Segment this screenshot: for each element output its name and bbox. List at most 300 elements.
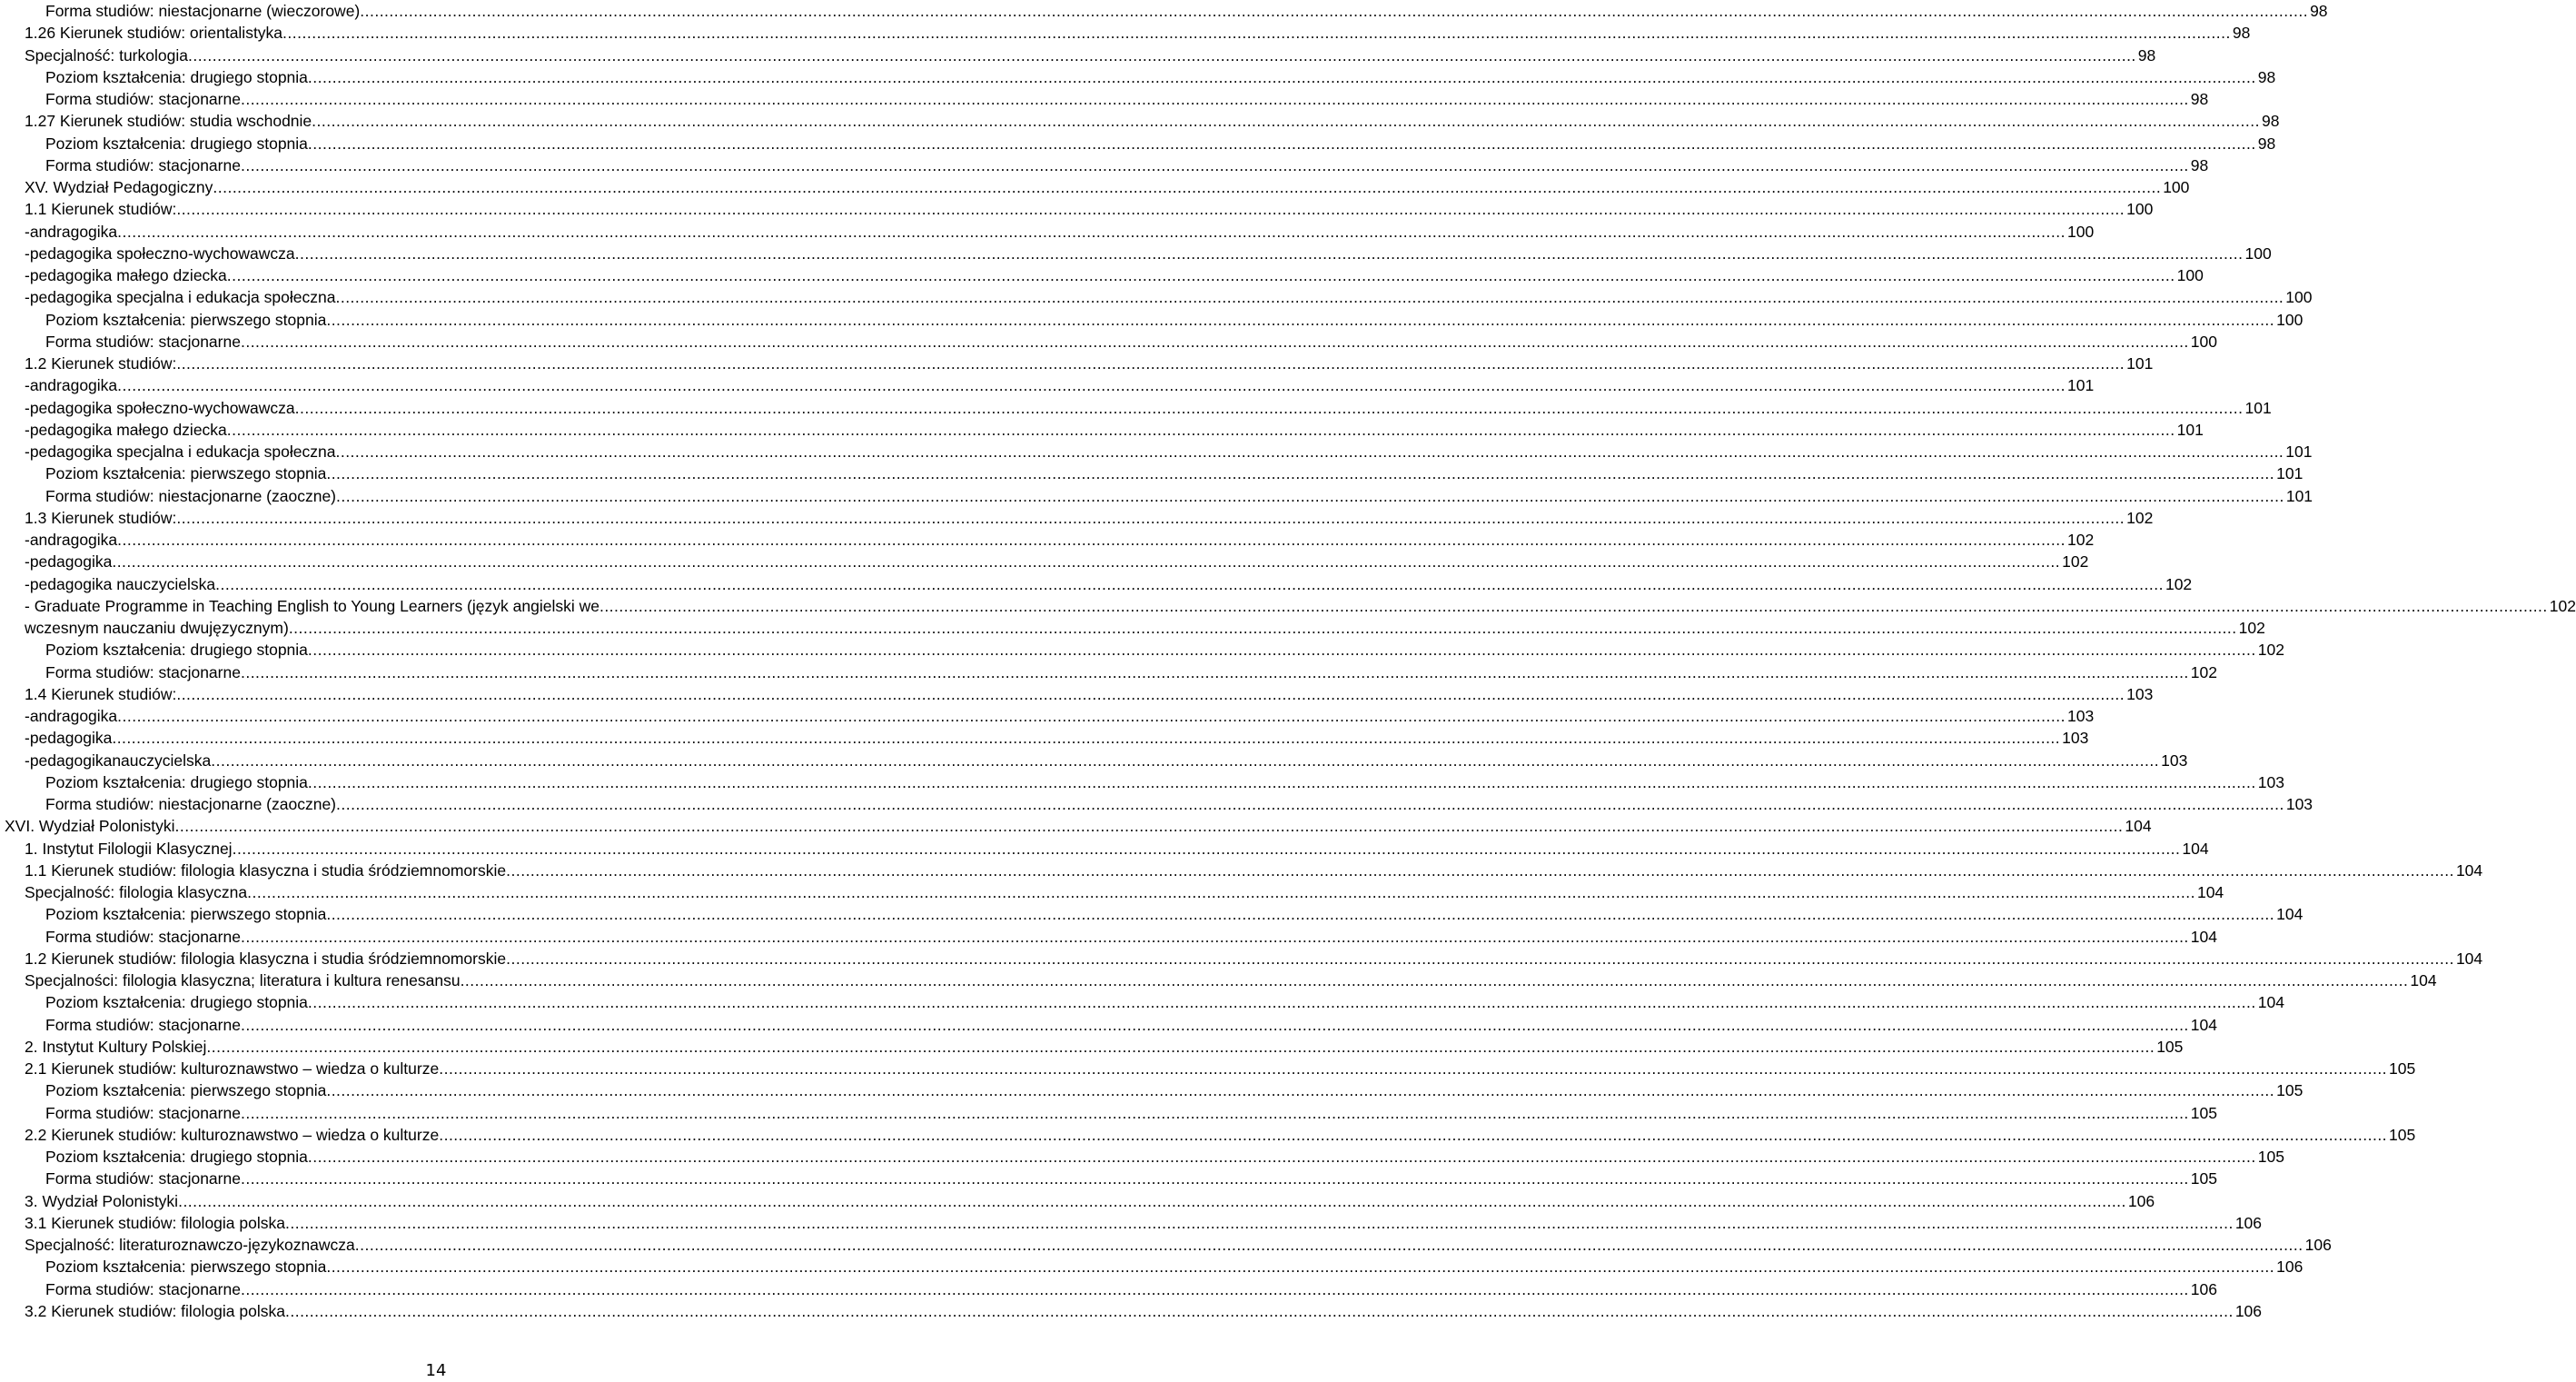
toc-entry-line — [45, 1256, 2304, 1278]
toc-entry-page: 105 — [2190, 1169, 2217, 1188]
toc-dot-leader: ................................................................................................................................................................................................................................................................................................................................................................................................................ — [240, 1169, 2189, 1188]
toc-entry-label: -pedagogikanauczycielska — [25, 751, 212, 770]
toc-entry-page: 100 — [2176, 266, 2204, 284]
toc-entry-page: 98 — [2257, 134, 2276, 153]
toc-entry-line — [25, 264, 2204, 286]
toc-entry-label: -pedagogika nauczycielska — [25, 574, 216, 593]
toc-entry-page: 105 — [2190, 1103, 2217, 1122]
toc-entry-label: -andragogika — [25, 376, 118, 395]
toc-dot-leader: ................................................................................................................................................................................................................................................................................................................................................................................................................ — [307, 772, 2256, 791]
toc-dot-leader: ................................................................................................................................................................................................................................................................................................................................................................................................................ — [247, 883, 2195, 901]
toc-dot-leader: ................................................................................................................................................................................................................................................................................................................................................................................................................ — [176, 508, 2125, 527]
toc-entry[interactable] — [0, 441, 2313, 462]
toc-entry-label: 3.1 Kierunek studiów: filologia polska — [25, 1213, 285, 1232]
toc-dot-leader: ................................................................................................................................................................................................................................................................................................................................................................................................................ — [360, 2, 2309, 20]
toc-dot-leader: ................................................................................................................................................................................................................................................................................................................................................................................................................ — [506, 949, 2454, 968]
toc-entry-label: Poziom kształcenia: pierwszego stopnia — [45, 310, 327, 329]
toc-entry-page: 98 — [2310, 2, 2328, 20]
toc-entry[interactable] — [0, 45, 2156, 66]
toc-entry-line — [25, 750, 2188, 771]
toc-entry[interactable] — [0, 88, 2209, 110]
toc-entry-label: -andragogika — [25, 531, 118, 549]
toc-entry[interactable] — [0, 485, 2313, 507]
toc-entry-page: 104 — [2196, 883, 2224, 901]
toc-dot-leader: ................................................................................................................................................................................................................................................................................................................................................................................................................ — [240, 662, 2189, 681]
toc-entry-page: 102 — [2549, 596, 2576, 615]
toc-dot-leader: ................................................................................................................................................................................................................................................................................................................................................................................................................ — [312, 112, 2260, 131]
toc-entry[interactable] — [0, 133, 2276, 154]
toc-entry-label: Specjalności: filologia klasyczna; literatura i kultura renesansu — [25, 971, 461, 989]
toc-dot-leader: ................................................................................................................................................................................................................................................................................................................................................................................................................ — [439, 1059, 2388, 1078]
toc-entry[interactable] — [0, 948, 2483, 969]
toc-entry-label: Forma studiów: stacjonarne — [45, 662, 241, 681]
toc-entry[interactable] — [0, 331, 2217, 353]
toc-entry[interactable] — [0, 243, 2272, 264]
toc-entry-label: Poziom kształcenia: drugiego stopnia — [45, 641, 308, 660]
toc-entry-line — [25, 1124, 2416, 1146]
toc-entry[interactable] — [0, 639, 2284, 661]
toc-entry-line — [45, 1102, 2217, 1124]
toc-entry-line — [25, 198, 2154, 220]
toc-entry-line — [45, 462, 2304, 484]
toc-dot-leader: ................................................................................................................................................................................................................................................................................................................................................................................................................ — [240, 927, 2189, 946]
toc-entry[interactable] — [0, 750, 2188, 771]
toc-entry[interactable] — [0, 617, 2265, 639]
toc-entry-page: 98 — [2190, 90, 2209, 108]
toc-entry-line — [25, 860, 2483, 881]
toc-entry-label: Poziom kształcenia: pierwszego stopnia — [45, 905, 327, 924]
toc-entry-line — [25, 529, 2095, 551]
toc-dot-leader: ................................................................................................................................................................................................................................................................................................................................................................................................................ — [284, 1213, 2234, 1232]
toc-entry-line — [45, 1278, 2217, 1300]
toc-entry-line — [25, 969, 2437, 991]
toc-dot-leader: ................................................................................................................................................................................................................................................................................................................................................................................................................ — [294, 398, 2244, 417]
toc-entry[interactable] — [0, 353, 2154, 374]
toc-dot-leader: ................................................................................................................................................................................................................................................................................................................................................................................................................ — [232, 839, 2181, 858]
toc-entry[interactable] — [0, 1190, 2155, 1212]
toc-entry-line — [25, 881, 2224, 903]
toc-entry-page: 104 — [2455, 860, 2483, 880]
toc-entry-label: -pedagogika społeczno-wychowawcza — [25, 244, 295, 263]
toc-entry[interactable] — [0, 1234, 2332, 1256]
toc-entry[interactable] — [0, 110, 2280, 132]
toc-entry-label: -pedagogika specjalna i edukacja społeczna — [25, 288, 336, 307]
toc-entry-line — [25, 1300, 2263, 1322]
toc-entry-page: 101 — [2285, 486, 2313, 505]
toc-entry-label: Forma studiów: stacjonarne — [45, 1015, 241, 1034]
toc-entry-line — [25, 45, 2156, 66]
toc-entry-page: 103 — [2285, 795, 2313, 813]
toc-entry-page: 105 — [2389, 1125, 2416, 1144]
toc-entry-page: 101 — [2285, 442, 2313, 461]
toc-entry-page: 102 — [2238, 619, 2265, 637]
toc-entry[interactable] — [0, 573, 2193, 595]
toc-entry-page: 106 — [2276, 1258, 2304, 1277]
toc-dot-leader: ................................................................................................................................................................................................................................................................................................................................................................................................................ — [112, 552, 2061, 572]
toc-dot-leader: ................................................................................................................................................................................................................................................................................................................................................................................................................ — [215, 574, 2164, 593]
toc-entry-page: 102 — [2066, 531, 2095, 549]
toc-entry[interactable] — [0, 1102, 2217, 1124]
toc-entry-label: Poziom kształcenia: drugiego stopnia — [45, 67, 308, 86]
toc-dot-leader: ................................................................................................................................................................................................................................................................................................................................................................................................................ — [326, 1081, 2275, 1100]
toc-entry-line — [25, 551, 2089, 572]
toc-dot-leader: ................................................................................................................................................................................................................................................................................................................................................................................................................ — [336, 795, 2284, 813]
toc-entry-label: Poziom kształcenia: pierwszego stopnia — [45, 464, 327, 483]
toc-entry-label: 2.2 Kierunek studiów: kulturoznawstwo – wiedza o kulturze — [25, 1125, 440, 1144]
toc-entry-page: 106 — [2304, 1236, 2332, 1254]
toc-dot-leader: ................................................................................................................................................................................................................................................................................................................................................................................................................ — [326, 464, 2275, 483]
toc-entry-label: 3. Wydział Polonistyki — [25, 1191, 179, 1210]
toc-entry-label: 1.27 Kierunek studiów: studia wschodnie — [25, 112, 312, 131]
toc-entry-line — [45, 639, 2284, 661]
toc-entry-page: 98 — [2137, 45, 2156, 65]
toc-entry-page: 105 — [2156, 1037, 2184, 1056]
toc-entry-line — [45, 1014, 2217, 1036]
toc-entry-page: 105 — [2389, 1059, 2416, 1078]
toc-dot-leader: ................................................................................................................................................................................................................................................................................................................................................................................................................ — [460, 971, 2409, 989]
toc-dot-leader: ................................................................................................................................................................................................................................................................................................................................................................................................................ — [178, 1191, 2126, 1210]
toc-entry[interactable] — [0, 1124, 2416, 1146]
toc-entry-line — [25, 1190, 2155, 1212]
toc-entry-line — [25, 419, 2204, 441]
toc-dot-leader: ................................................................................................................................................................................................................................................................................................................................................................................................................ — [117, 707, 2066, 725]
toc-entry[interactable] — [0, 1014, 2217, 1036]
toc-dot-leader: ................................................................................................................................................................................................................................................................................................................................................................................................................ — [117, 222, 2066, 241]
toc-dot-leader: ................................................................................................................................................................................................................................................................................................................................................................................................................ — [176, 200, 2125, 219]
toc-entry[interactable] — [0, 1168, 2217, 1189]
toc-entry[interactable] — [0, 154, 2209, 176]
toc-entry-page: 106 — [2234, 1301, 2263, 1320]
toc-entry[interactable] — [0, 374, 2095, 396]
toc-entry[interactable] — [0, 529, 2095, 551]
toc-entry-label: 1.1 Kierunek studiów: — [25, 200, 177, 219]
toc-entry-page: 103 — [2257, 772, 2284, 791]
toc-entry-page: 101 — [2176, 420, 2204, 439]
toc-entry-page: 98 — [2232, 24, 2251, 43]
toc-dot-leader: ................................................................................................................................................................................................................................................................................................................................................................................................................ — [294, 244, 2244, 263]
toc-entry-page: 100 — [2190, 332, 2217, 351]
toc-dot-leader: ................................................................................................................................................................................................................................................................................................................................................................................................................ — [226, 420, 2175, 439]
toc-entry-label: Forma studiów: stacjonarne — [45, 1103, 241, 1122]
toc-entry-label: Forma studiów: stacjonarne — [45, 90, 241, 108]
toc-entry-label: Poziom kształcenia: drugiego stopnia — [45, 993, 308, 1012]
toc-entry-page: 98 — [2262, 112, 2280, 131]
toc-entry-line — [45, 1168, 2217, 1189]
toc-entry[interactable] — [0, 1278, 2217, 1300]
toc-dot-leader: ................................................................................................................................................................................................................................................................................................................................................................................................................ — [307, 67, 2256, 86]
toc-entry[interactable] — [0, 860, 2483, 881]
toc-entry-page: 104 — [2410, 971, 2437, 989]
toc-dot-leader: ................................................................................................................................................................................................................................................................................................................................................................................................................ — [335, 442, 2284, 461]
toc-entry-label: 1.2 Kierunek studiów: — [25, 354, 177, 373]
toc-dot-leader: ................................................................................................................................................................................................................................................................................................................................................................................................................ — [240, 1103, 2189, 1122]
toc-entry[interactable] — [0, 1058, 2416, 1079]
toc-entry[interactable] — [0, 462, 2304, 484]
toc-entry-page: 102 — [2190, 662, 2217, 681]
toc-entry-line — [45, 88, 2209, 110]
toc-entry-label: -pedagogika — [25, 552, 113, 572]
toc-entry-label: Poziom kształcenia: pierwszego stopnia — [45, 1081, 327, 1100]
toc-entry-label: 1.26 Kierunek studiów: orientalistyka — [25, 24, 283, 43]
toc-entry[interactable] — [0, 705, 2095, 727]
toc-entry[interactable] — [0, 1146, 2284, 1168]
toc-dot-leader: ................................................................................................................................................................................................................................................................................................................................................................................................................ — [326, 905, 2275, 924]
toc-entry[interactable] — [0, 397, 2272, 419]
toc-entry-line — [45, 66, 2276, 88]
toc-entry-line — [45, 1079, 2304, 1101]
toc-entry[interactable] — [0, 661, 2217, 683]
toc-entry-line — [25, 1212, 2263, 1234]
toc-entry-page: 100 — [2066, 222, 2095, 241]
toc-entry[interactable] — [0, 969, 2437, 991]
toc-dot-leader: ................................................................................................................................................................................................................................................................................................................................................................................................................ — [206, 1037, 2155, 1056]
toc-dot-leader: ................................................................................................................................................................................................................................................................................................................................................................................................................ — [240, 90, 2189, 108]
toc-entry-label: Forma studiów: stacjonarne — [45, 927, 241, 946]
toc-entry-line — [25, 397, 2272, 419]
toc-entry-label: 2. Instytut Kultury Polskiej — [25, 1037, 207, 1056]
toc-entry[interactable] — [0, 838, 2209, 860]
toc-entry-page: 105 — [2276, 1081, 2304, 1100]
toc-entry-line — [25, 595, 2576, 617]
toc-entry-label: -pedagogika — [25, 729, 113, 748]
toc-entry-page: 106 — [2190, 1279, 2217, 1298]
toc-entry-line — [45, 485, 2313, 507]
toc-entry-line — [25, 683, 2154, 705]
toc-entry-label: Forma studiów: niestacjonarne (zaoczne) — [45, 486, 337, 505]
toc-entry-line — [45, 154, 2209, 176]
toc-entry[interactable] — [0, 1079, 2304, 1101]
toc-entry-page: 101 — [2244, 398, 2272, 417]
toc-dot-leader: ................................................................................................................................................................................................................................................................................................................................................................................................................ — [354, 1236, 2304, 1254]
toc-entry[interactable] — [0, 595, 2576, 617]
toc-entry-page: 104 — [2257, 993, 2284, 1012]
toc-entry-label: 1. Instytut Filologii Klasycznej — [25, 839, 233, 858]
toc-entry[interactable] — [0, 286, 2313, 308]
toc-entry-line — [45, 903, 2304, 925]
toc-entry-line — [25, 948, 2483, 969]
toc-entry-page: 98 — [2190, 155, 2209, 174]
toc-entry-page: 98 — [2257, 67, 2276, 86]
toc-entry-page: 104 — [2125, 817, 2152, 836]
toc-entry-label: Forma studiów: stacjonarne — [45, 332, 241, 351]
toc-dot-leader: ................................................................................................................................................................................................................................................................................................................................................................................................................ — [174, 817, 2124, 836]
toc-dot-leader: ................................................................................................................................................................................................................................................................................................................................................................................................................ — [112, 729, 2061, 748]
toc-dot-leader: ................................................................................................................................................................................................................................................................................................................................................................................................................ — [506, 860, 2454, 880]
toc-entry-line — [25, 617, 2265, 639]
toc-entry-page: 102 — [2062, 552, 2089, 572]
toc-entry[interactable] — [0, 793, 2313, 815]
toc-entry[interactable] — [0, 1300, 2263, 1322]
toc-entry-line — [45, 309, 2304, 331]
toc-entry-line — [25, 838, 2209, 860]
toc-entry-line — [45, 133, 2276, 154]
toc-entry[interactable] — [0, 683, 2154, 705]
toc-entry-page: 102 — [2257, 641, 2284, 660]
toc-entry-page: 104 — [2455, 949, 2483, 968]
toc-entry-page: 103 — [2062, 729, 2089, 748]
toc-entry[interactable] — [0, 881, 2224, 903]
toc-entry-label: -andragogika — [25, 707, 118, 725]
toc-entry-page: 103 — [2066, 707, 2095, 725]
toc-entry[interactable] — [0, 727, 2089, 749]
toc-entry-label: Forma studiów: stacjonarne — [45, 155, 241, 174]
toc-entry-page: 104 — [2182, 839, 2209, 858]
toc-entry-label: 3.2 Kierunek studiów: filologia polska — [25, 1301, 285, 1320]
toc-entry-label: wczesnym nauczaniu dwujęzycznym) — [25, 619, 289, 637]
toc-entry[interactable] — [0, 66, 2276, 88]
toc-entry-page: 104 — [2190, 1015, 2217, 1034]
toc-dot-leader: ................................................................................................................................................................................................................................................................................................................................................................................................................ — [326, 1258, 2275, 1277]
toc-entry[interactable] — [0, 176, 2190, 198]
toc-entry-page: 101 — [2126, 354, 2154, 373]
toc-entry-page: 106 — [2234, 1213, 2263, 1232]
toc-entry-line — [25, 573, 2193, 595]
toc-entry-page: 102 — [2126, 508, 2154, 527]
toc-entry-page: 100 — [2285, 288, 2313, 307]
toc-dot-leader: ................................................................................................................................................................................................................................................................................................................................................................................................................ — [288, 619, 2237, 637]
toc-entry-line — [25, 22, 2251, 44]
toc-entry[interactable] — [0, 991, 2284, 1013]
toc-entry-line — [45, 1146, 2284, 1168]
toc-entry-page: 100 — [2163, 178, 2190, 196]
toc-dot-leader: ................................................................................................................................................................................................................................................................................................................................................................................................................ — [335, 288, 2284, 307]
toc-entry-line — [25, 1058, 2416, 1079]
toc-dot-leader: ................................................................................................................................................................................................................................................................................................................................................................................................................ — [117, 531, 2066, 549]
toc-entry-label: Forma studiów: stacjonarne — [45, 1279, 241, 1298]
toc-entry[interactable] — [0, 926, 2217, 948]
toc-entry-label: -andragogika — [25, 222, 118, 241]
toc-entry-line — [45, 0, 2328, 22]
toc-entry-line — [25, 176, 2190, 198]
toc-entry-label: Poziom kształcenia: drugiego stopnia — [45, 772, 308, 791]
toc-entry-line — [25, 353, 2154, 374]
toc-entry[interactable] — [0, 198, 2154, 220]
toc-entry-line — [45, 331, 2217, 353]
toc-entry-label: Poziom kształcenia: pierwszego stopnia — [45, 1258, 327, 1277]
toc-entry-label: -pedagogika małego dziecka — [25, 420, 227, 439]
toc-entry-label: Forma studiów: niestacjonarne (zaoczne) — [45, 795, 337, 813]
toc-entry-page: 104 — [2276, 905, 2304, 924]
toc-entry[interactable] — [0, 815, 2152, 837]
toc-entry-line — [25, 221, 2095, 243]
toc-entry-page: 105 — [2257, 1148, 2284, 1166]
toc-entry-line — [45, 771, 2284, 793]
toc-entry-label: -pedagogika małego dziecka — [25, 266, 227, 284]
toc-entry-label: 2.1 Kierunek studiów: kulturoznawstwo – wiedza o kulturze — [25, 1059, 440, 1078]
toc-entry-label: Forma studiów: niestacjonarne (wieczorowe) — [45, 2, 361, 20]
toc-dot-leader: ................................................................................................................................................................................................................................................................................................................................................................................................................ — [599, 596, 2548, 615]
toc-entry-line — [45, 926, 2217, 948]
toc-entry-page: 103 — [2126, 684, 2154, 703]
toc-entry-line — [25, 243, 2272, 264]
toc-entry-page: 102 — [2165, 574, 2193, 593]
toc-entry[interactable] — [0, 0, 2328, 22]
toc-entry[interactable] — [0, 22, 2251, 44]
toc-entry-label: Poziom kształcenia: drugiego stopnia — [45, 1148, 308, 1166]
toc-entry-page: 100 — [2276, 310, 2304, 329]
toc-entry-line — [25, 441, 2313, 462]
toc-entry-label: 1.4 Kierunek studiów: — [25, 684, 177, 703]
toc-dot-leader: ................................................................................................................................................................................................................................................................................................................................................................................................................ — [439, 1125, 2388, 1144]
toc-entry-page: 100 — [2244, 244, 2272, 263]
toc-dot-leader: ................................................................................................................................................................................................................................................................................................................................................................................................................ — [307, 1148, 2256, 1166]
toc-dot-leader: ................................................................................................................................................................................................................................................................................................................................................................................................................ — [240, 1015, 2189, 1034]
toc-dot-leader: ................................................................................................................................................................................................................................................................................................................................................................................................................ — [284, 1301, 2234, 1320]
toc-entry-label: 1.2 Kierunek studiów: filologia klasyczna i studia śródziemnomorskie — [25, 949, 507, 968]
toc-entry-page: 101 — [2066, 376, 2095, 395]
toc-entry-line — [25, 110, 2280, 132]
toc-entry-label: -pedagogika społeczno-wychowawcza — [25, 398, 295, 417]
toc-entry[interactable] — [0, 419, 2204, 441]
toc-entry-label: 1.1 Kierunek studiów: filologia klasyczna i studia śródziemnomorskie — [25, 860, 507, 880]
toc-entry[interactable] — [0, 264, 2204, 286]
toc-dot-leader: ................................................................................................................................................................................................................................................................................................................................................................................................................ — [282, 24, 2231, 43]
toc-entry-label: - Graduate Programme in Teaching English to Young Learners (język angielski we — [25, 596, 599, 615]
toc-dot-leader: ................................................................................................................................................................................................................................................................................................................................................................................................................ — [336, 486, 2284, 505]
toc-entry-line — [25, 507, 2154, 529]
toc-dot-leader: ................................................................................................................................................................................................................................................................................................................................................................................................................ — [307, 641, 2256, 660]
toc-entry-page: 103 — [2161, 751, 2188, 770]
toc-entry-page: 101 — [2276, 464, 2304, 483]
toc-entry[interactable] — [0, 507, 2154, 529]
toc-entry[interactable] — [0, 221, 2095, 243]
toc-dot-leader: ................................................................................................................................................................................................................................................................................................................................................................................................................ — [187, 45, 2136, 65]
toc-dot-leader: ................................................................................................................................................................................................................................................................................................................................................................................................................ — [240, 1279, 2189, 1298]
toc-entry[interactable] — [0, 903, 2304, 925]
toc-dot-leader: ................................................................................................................................................................................................................................................................................................................................................................................................................ — [213, 178, 2162, 196]
page-number: 14 — [425, 1361, 447, 1380]
toc-dot-leader: ................................................................................................................................................................................................................................................................................................................................................................................................................ — [176, 354, 2125, 373]
toc-entry-label: Specjalność: filologia klasyczna — [25, 883, 248, 901]
toc-entry[interactable] — [0, 771, 2284, 793]
toc-entry-line — [25, 374, 2095, 396]
toc-entry[interactable] — [0, 309, 2304, 331]
toc-entry-label: XV. Wydział Pedagogiczny — [25, 178, 213, 196]
toc-dot-leader: ................................................................................................................................................................................................................................................................................................................................................................................................................ — [240, 332, 2189, 351]
toc-dot-leader: ................................................................................................................................................................................................................................................................................................................................................................................................................ — [326, 310, 2275, 329]
toc-entry-label: Specjalność: literaturoznawczo-językoznawcza — [25, 1236, 355, 1254]
toc-entry-label: Specjalność: turkologia — [25, 45, 188, 65]
toc-entry-line — [5, 815, 2152, 837]
toc-dot-leader: ................................................................................................................................................................................................................................................................................................................................................................................................................ — [240, 155, 2189, 174]
toc-entry-page: 100 — [2126, 200, 2154, 219]
toc-dot-leader: ................................................................................................................................................................................................................................................................................................................................................................................................................ — [176, 684, 2125, 703]
toc-dot-leader: ................................................................................................................................................................................................................................................................................................................................................................................................................ — [117, 376, 2066, 395]
toc-entry[interactable] — [0, 1212, 2263, 1234]
toc-dot-leader: ................................................................................................................................................................................................................................................................................................................................................................................................................ — [211, 751, 2160, 770]
toc-dot-leader: ................................................................................................................................................................................................................................................................................................................................................................................................................ — [307, 993, 2256, 1012]
toc-entry-label: -pedagogika specjalna i edukacja społeczna — [25, 442, 336, 461]
toc-entry-line — [45, 991, 2284, 1013]
toc-entry-line — [25, 1036, 2184, 1058]
toc-entry[interactable] — [0, 1256, 2304, 1278]
toc-entry-line — [25, 727, 2089, 749]
toc-dot-leader: ................................................................................................................................................................................................................................................................................................................................................................................................................ — [226, 266, 2175, 284]
toc-entry-line — [25, 705, 2095, 727]
toc-entry-line — [25, 1234, 2332, 1256]
toc-entry-line — [45, 793, 2313, 815]
toc-entry[interactable] — [0, 551, 2089, 572]
toc-entry-label: Forma studiów: stacjonarne — [45, 1169, 241, 1188]
toc-entry-line — [45, 661, 2217, 683]
toc-entry-label: XVI. Wydział Polonistyki — [5, 817, 175, 836]
toc-entry-line — [25, 286, 2313, 308]
toc-entry-label: 1.3 Kierunek studiów: — [25, 508, 177, 527]
toc-entry-page: 106 — [2127, 1191, 2155, 1210]
toc-entry[interactable] — [0, 1036, 2184, 1058]
toc-entry-page: 104 — [2190, 927, 2217, 946]
toc-dot-leader: ................................................................................................................................................................................................................................................................................................................................................................................................................ — [307, 134, 2256, 153]
